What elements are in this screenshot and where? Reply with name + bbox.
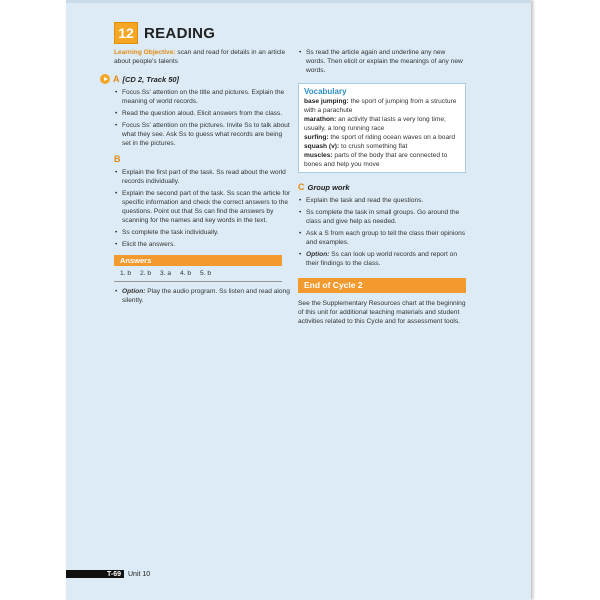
page-footer [66, 570, 150, 578]
section-c-letter: C [298, 182, 305, 192]
answers-heading: Answers [114, 255, 282, 266]
objective-label: Learning Objective: [114, 49, 176, 56]
list-item: • Ss complete the task individually. [122, 228, 292, 237]
vocab-definition: the sport of jumping from a structure with a parachute [304, 98, 457, 114]
vocab-term: base jumping: [304, 98, 349, 105]
vocabulary-box [298, 83, 466, 173]
list-item: • Ss read the article again and underline any new words. Then elicit or explain the meanings of any new words. [306, 48, 466, 75]
answer-item: 2. b [140, 270, 151, 277]
list-item: • Explain the first part of the task. Ss read about the world records individually. [122, 168, 292, 186]
option-text: Play the audio program. Ss listen and read along silently. [122, 288, 290, 304]
vocab-term: surfing: [304, 134, 329, 141]
list-item: • Ss complete the task in small groups. Go around the class and give help as needed. [306, 208, 466, 226]
page-number: T-69 [66, 570, 124, 578]
section-a-list [114, 88, 292, 148]
answer-item: 3. a [160, 270, 171, 277]
list-item: • Read the question aloud. Elicit answers from the class. [122, 109, 292, 118]
vocab-entry [304, 97, 460, 115]
vocabulary-title: Vocabulary [304, 87, 347, 96]
list-item: • Explain the second part of the task. Ss scan the article for specific information and check the correct answers to the questions. Point out that Ss can find the answers by scanning for the names and key words in the text. [122, 189, 292, 225]
section-header [114, 22, 215, 44]
page [66, 0, 531, 600]
vocab-term: marathon: [304, 116, 337, 123]
section-a-heading [100, 74, 292, 84]
vocab-definition: parts of the body that are connected to bones and help you move [304, 152, 448, 168]
section-b-list [114, 168, 292, 249]
vocab-entry [304, 142, 460, 151]
option-item [122, 287, 292, 305]
list-item: • Explain the task and read the questions. [306, 196, 466, 205]
unit-number-badge: 12 [114, 22, 138, 44]
learning-objective [114, 48, 292, 66]
unit-label: Unit 10 [128, 570, 151, 578]
section-c-list [298, 196, 466, 268]
answer-item: 5. b [200, 270, 211, 277]
vocab-term: muscles: [304, 152, 333, 159]
section-title: READING [144, 24, 216, 42]
section-c-heading [298, 183, 466, 192]
section-a-track: [CD 2, Track 50] [122, 74, 180, 84]
answer-item: 1. b [120, 270, 131, 277]
section-c-title: Group work [307, 183, 350, 192]
option-label: Option: [306, 251, 330, 258]
end-of-cycle-text: See the Supplementary Resources chart at the beginning of this unit for additional teaching materials and student activities related to this Cycle and for assessment tools. [298, 300, 466, 325]
answers-row [114, 266, 282, 282]
end-of-cycle-heading: End of Cycle 2 [298, 278, 466, 293]
answer-item: 4. b [180, 270, 191, 277]
option-label: Option: [122, 288, 146, 295]
right-column [298, 48, 466, 326]
page-top-edge [66, 0, 531, 3]
vocab-definition: an activity that lasts a very long time; usually, a long running race [304, 116, 446, 132]
vocab-term: squash (v): [304, 143, 340, 150]
list-item: • Focus Ss' attention on the title and pictures. Explain the meaning of world records. [122, 88, 292, 106]
play-audio-icon[interactable] [100, 74, 110, 84]
list-item: • Ask a S from each group to tell the class their opinions and examples. [306, 229, 466, 247]
section-a-letter: A [113, 73, 120, 84]
option-text: Ss can look up world records and report on their findings to the class. [306, 251, 457, 267]
objective-text: scan and read for details in an article about people's talents [114, 49, 286, 65]
list-item: • Elicit the answers. [122, 240, 292, 249]
section-b-option-list [114, 287, 292, 305]
section-b-letter: B [114, 154, 121, 164]
vocab-entry [304, 115, 460, 133]
section-b-heading [114, 155, 292, 164]
vocab-definition: the sport of riding ocean waves on a board [328, 134, 456, 141]
section-b-continued-list [298, 48, 466, 75]
left-column [114, 48, 292, 308]
vocab-entry [304, 133, 460, 142]
list-item: • Focus Ss' attention on the pictures. Invite Ss to talk about what they see. Ask Ss to guess what records are being set in the pictures. [122, 121, 292, 148]
vocab-entry [304, 151, 460, 169]
vocab-definition: to crush something flat [339, 143, 408, 150]
option-item [306, 250, 466, 268]
